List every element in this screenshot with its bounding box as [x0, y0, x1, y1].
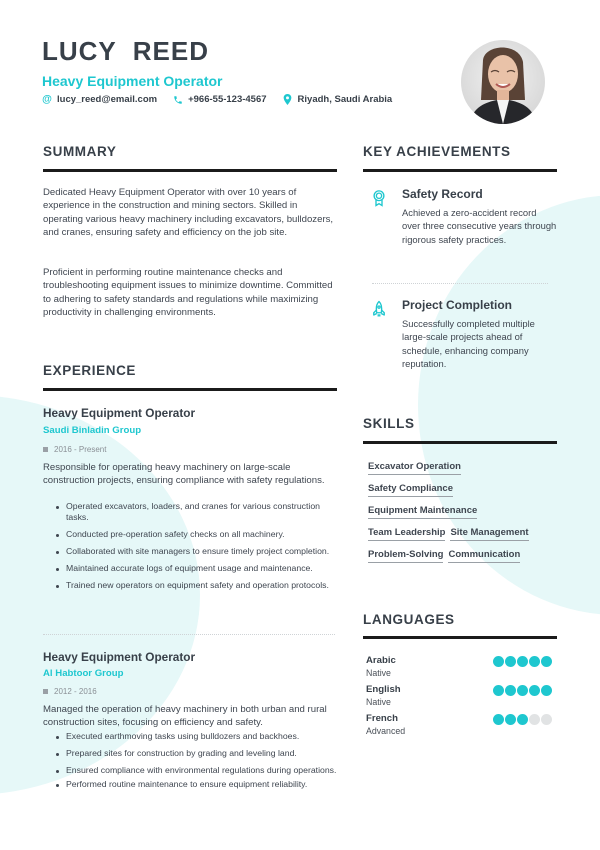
- language-level: Advanced: [366, 726, 406, 736]
- achievement-item: [370, 187, 560, 267]
- location-text: Riyadh, Saudi Arabia: [297, 94, 393, 105]
- rating-dot-filled: [493, 685, 504, 696]
- rating-dot-empty: [541, 714, 552, 725]
- job-title: Heavy Equipment Operator: [43, 406, 196, 420]
- skill-tag: Equipment Maintenance: [368, 504, 477, 519]
- experience-divider: [43, 388, 337, 391]
- job-bullet: Trained new operators on equipment safety and operation protocols.: [66, 580, 342, 591]
- achievement-description: Achieved a zero-accident record over three consecutive years through rigorous safety practices.: [402, 207, 557, 245]
- skill-tag: Communication: [448, 548, 520, 563]
- language-name: Arabic: [366, 655, 396, 666]
- award-ribbon-icon: [370, 189, 388, 207]
- job-bullet: Performed routine maintenance to ensure equipment reliability.: [66, 779, 342, 790]
- rating-dot-filled: [541, 685, 552, 696]
- achievements-divider: [363, 169, 557, 172]
- job-separator: [43, 634, 335, 635]
- rating-dot-filled: [529, 656, 540, 667]
- calendar-icon: [43, 689, 48, 694]
- summary-heading: SUMMARY: [43, 144, 117, 159]
- email-text: lucy_reed@email.com: [57, 94, 158, 105]
- job-description: Responsible for operating heavy machinery on large-scale construction projects, ensuring compliance with safety regulations.: [43, 462, 325, 487]
- job-dates: [43, 687, 97, 696]
- language-level: Native: [366, 697, 391, 707]
- job-bullets: [66, 501, 342, 591]
- job-description: Managed the operation of heavy machinery in both urban and rural construction sites, focusing on efficiency and safety.: [43, 704, 327, 729]
- language-item: [366, 684, 556, 707]
- candidate-name: LUCY REED: [42, 36, 209, 66]
- skills-row: [368, 482, 558, 504]
- language-rating: [493, 714, 552, 725]
- language-name: French: [366, 713, 398, 724]
- job-dates: [43, 445, 106, 454]
- location-pin-icon: [283, 94, 293, 105]
- skills-row: [368, 548, 558, 570]
- skills-row: [368, 526, 558, 548]
- rating-dot-filled: [505, 685, 516, 696]
- language-level: Native: [366, 668, 391, 678]
- job-bullet: Operated excavators, loaders, and cranes for various construction tasks.: [66, 501, 342, 523]
- job-bullet: Conducted pre-operation safety checks on all machinery.: [66, 529, 342, 540]
- rocket-icon: [370, 300, 388, 318]
- job-company: Al Habtoor Group: [43, 668, 124, 679]
- contact-location: [283, 94, 393, 105]
- language-item: [366, 713, 556, 736]
- rating-dot-filled: [517, 656, 528, 667]
- rating-dot-filled: [493, 656, 504, 667]
- language-rating: [493, 685, 552, 696]
- skill-tag: Excavator Operation: [368, 460, 461, 475]
- job-dates-text: 2012 - 2016: [54, 687, 97, 696]
- summary-paragraph-1: Dedicated Heavy Equipment Operator with over 10 years of experience in the construction and mining sectors. Skilled in operating various heavy machinery including excavators, bulldozers, and cranes, ensuring safety and efficiency on the job site.: [43, 187, 334, 239]
- job-bullet: Executed earthmoving tasks using bulldozers and backhoes.: [66, 731, 342, 742]
- achievements-heading: KEY ACHIEVEMENTS: [363, 144, 511, 159]
- contact-phone[interactable]: [173, 94, 266, 105]
- achievement-description: Successfully completed multiple large-scale projects ahead of schedule, enhancing company reputation.: [402, 318, 535, 369]
- rating-dot-empty: [529, 714, 540, 725]
- skills-list: [368, 460, 558, 570]
- language-name: English: [366, 684, 401, 695]
- rating-dot-filled: [493, 714, 504, 725]
- skill-tag: Site Management: [450, 526, 528, 541]
- profile-photo: [461, 40, 545, 124]
- candidate-role: Heavy Equipment Operator: [42, 73, 223, 89]
- skills-row: [368, 460, 558, 482]
- language-rating: [493, 656, 552, 667]
- phone-icon: [173, 95, 183, 105]
- rating-dot-filled: [505, 714, 516, 725]
- job-dates-text: 2016 - Present: [54, 445, 107, 454]
- skills-heading: SKILLS: [363, 416, 415, 431]
- languages-heading: LANGUAGES: [363, 612, 455, 627]
- job-bullet: Ensured compliance with environmental regulations during operations.: [66, 765, 342, 776]
- rating-dot-filled: [541, 656, 552, 667]
- job-bullet: Collaborated with site managers to ensure timely project completion.: [66, 546, 342, 557]
- job-title: Heavy Equipment Operator: [43, 650, 196, 664]
- achievement-separator: [372, 283, 548, 284]
- rating-dot-filled: [517, 714, 528, 725]
- experience-heading: EXPERIENCE: [43, 363, 137, 378]
- job-bullets: [66, 731, 342, 790]
- summary-paragraph-2: Proficient in performing routine maintenance checks and troubleshooting equipment issues to minimize downtime. Committed to adhering to safety standards and regulations while maximizing productivity in challenging environments.: [43, 267, 333, 319]
- skill-tag: Safety Compliance: [368, 482, 453, 497]
- achievement-item: [370, 298, 560, 378]
- contact-email[interactable]: [42, 94, 157, 105]
- job-company: Saudi Binladin Group: [43, 425, 142, 436]
- phone-text: +966-55-123-4567: [188, 94, 267, 105]
- at-icon: @: [42, 94, 52, 105]
- rating-dot-filled: [529, 685, 540, 696]
- language-item: [366, 655, 556, 678]
- skill-tag: Problem-Solving: [368, 548, 443, 563]
- job-bullet: Maintained accurate logs of equipment usage and maintenance.: [66, 563, 342, 574]
- achievement-title: Safety Record: [402, 187, 483, 201]
- job-bullet: Prepared sites for construction by grading and leveling land.: [66, 748, 342, 759]
- rating-dot-filled: [505, 656, 516, 667]
- summary-divider: [43, 169, 337, 172]
- rating-dot-filled: [517, 685, 528, 696]
- skills-row: [368, 504, 558, 526]
- contact-info: [42, 94, 442, 105]
- achievement-title: Project Completion: [402, 298, 513, 312]
- calendar-icon: [43, 447, 48, 452]
- skills-divider: [363, 441, 557, 444]
- skill-tag: Team Leadership: [368, 526, 445, 541]
- languages-divider: [363, 636, 557, 639]
